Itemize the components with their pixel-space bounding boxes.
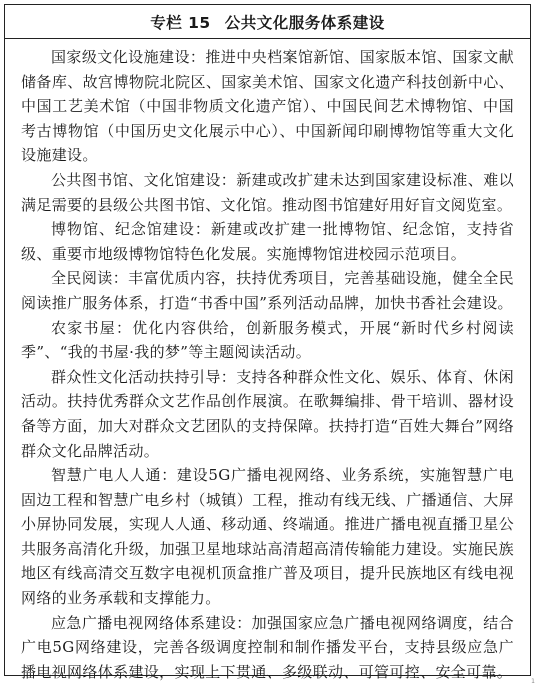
column-body xyxy=(5,39,530,684)
paragraph-national-facilities: 国家级文化设施建设：推进中央档案馆新馆、国家版本馆、国家文献储备库、故宫博物院北院区、国家美术馆、国家文化遗产科技创新中心、中国工艺美术馆（中国非物质文化遗产馆）、中国民间艺术博物馆、中国考古博物馆（中国历史文化展示中心）、中国新闻印刷博物馆等重大文化设施建设。 xyxy=(21,48,514,165)
column-title-text: 公共文化服务体系建设 xyxy=(224,13,385,32)
paragraph-emergency-broadcasting: 应急广播电视网络体系建设：加强国家应急广播电视网络调度，结合广电5G网络建设，完善各级调度控制和制作播发平台，支持县级应急广播电视网络体系建设，实现上下贯通、多级联动、可管可控、安全可靠。 xyxy=(21,613,514,681)
paragraph-national-reading: 全民阅读：丰富优质内容，扶持优秀项目，完善基础设施，健全全民阅读推广服务体系，打造“书香中国”系列活动品牌，加快书香社会建设。 xyxy=(21,269,514,312)
page-number: 1 xyxy=(531,678,535,685)
paragraph-farmhouse-libraries: 农家书屋：优化内容供给，创新服务模式，开展“新时代乡村阅读季”、“我的书屋·我的梦”等主题阅读活动。 xyxy=(21,318,514,362)
paragraph-smart-broadcasting: 智慧广电人人通：建设5G广播电视网络、业务系统，实施智慧广电固边工程和智慧广电乡村（城镇）工程，推动有线无线、广播通信、大屏小屏协同发展，实现人人通、移动通、终端通。推进广播电视直播卫星公共服务高清化升级，加强卫星地球站高清超高清传输能力建设。实施民族地区有线高清交互数字电视机顶盒推广普及项目，提升民族地区有线电视网络的业务承载和支撑能力。 xyxy=(21,466,514,608)
paragraph-libraries-cultural-centers: 公共图书馆、文化馆建设：新建或改扩建未达到国家建设标准、难以满足需要的县级公共图书馆、文化馆。推动图书馆建好用好盲文阅览室。 xyxy=(21,170,514,214)
paragraph-museums-memorials: 博物馆、纪念馆建设：新建或改扩建一批博物馆、纪念馆，支持省级、重要市地级博物馆特色化发展。实施博物馆进校园示范项目。 xyxy=(21,220,514,263)
paragraph-mass-cultural-activities: 群众性文化活动扶持引导：支持各种群众性文化、娱乐、体育、休闲活动。扶持优秀群众文艺作品创作展演。在歌舞编排、骨干培训、器材设备等方面，加大对群众文艺团队的支持保障。扶持打造“百姓大舞台”网络群众文化品牌活动。 xyxy=(21,367,514,460)
column-title xyxy=(5,5,530,39)
column-box xyxy=(4,4,531,681)
column-number: 专栏 15 xyxy=(150,13,211,32)
